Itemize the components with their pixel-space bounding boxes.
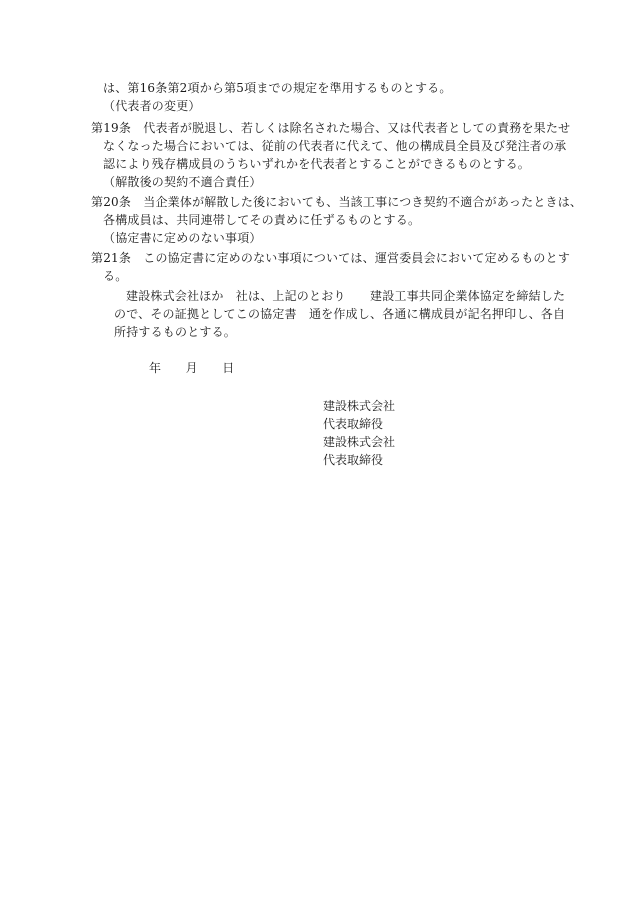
article-21-line-1: 第21条 この協定書に定めのない事項については、運営委員会において定めるものとす: [91, 251, 571, 265]
date-line: 年 月 日: [149, 361, 235, 375]
heading-post-dissolution-liability: （解散後の契約不適合責任）: [103, 175, 262, 189]
article-19-line-2: なくなった場合においては、従前の代表者に代えて、他の構成員全員及び発注者の承: [103, 139, 567, 153]
signatory-company-1: 建設株式会社: [323, 399, 396, 413]
article-20-line-2: 各構成員は、共同連帯してその責めに任ずるものとする。: [103, 213, 421, 227]
article-21-line-2: る。: [103, 269, 128, 283]
closing-statement-line-3: 所持するものとする。: [114, 325, 237, 339]
heading-representative-change: （代表者の変更）: [103, 99, 201, 113]
signatory-company-2: 建設株式会社: [323, 435, 396, 449]
article-19-line-3: 認により残存構成員のうちいずれかを代表者とすることができるものとする。: [103, 157, 531, 171]
closing-statement-line-2: ので、その証拠としてこの協定書 通を作成し、各通に構成員が記名押印し、各自: [114, 307, 566, 321]
clause-continuation: は、第16条第2項から第5項までの規定を準用するものとする。: [103, 81, 452, 95]
signatory-title-2: 代表取締役: [323, 453, 384, 467]
signatory-title-1: 代表取締役: [323, 417, 384, 431]
heading-unspecified-matters: （協定書に定めのない事項）: [103, 231, 262, 245]
article-20-line-1: 第20条 当企業体が解散した後においても、当該工事につき契約不適合があったときは、: [91, 195, 583, 209]
article-19-line-1: 第19条 代表者が脱退し、若しくは除名された場合、又は代表者としての責務を果たせ: [91, 121, 571, 135]
closing-statement-line-1: 建設株式会社ほか 社は、上記のとおり 建設工事共同企業体協定を締結した: [126, 289, 566, 303]
